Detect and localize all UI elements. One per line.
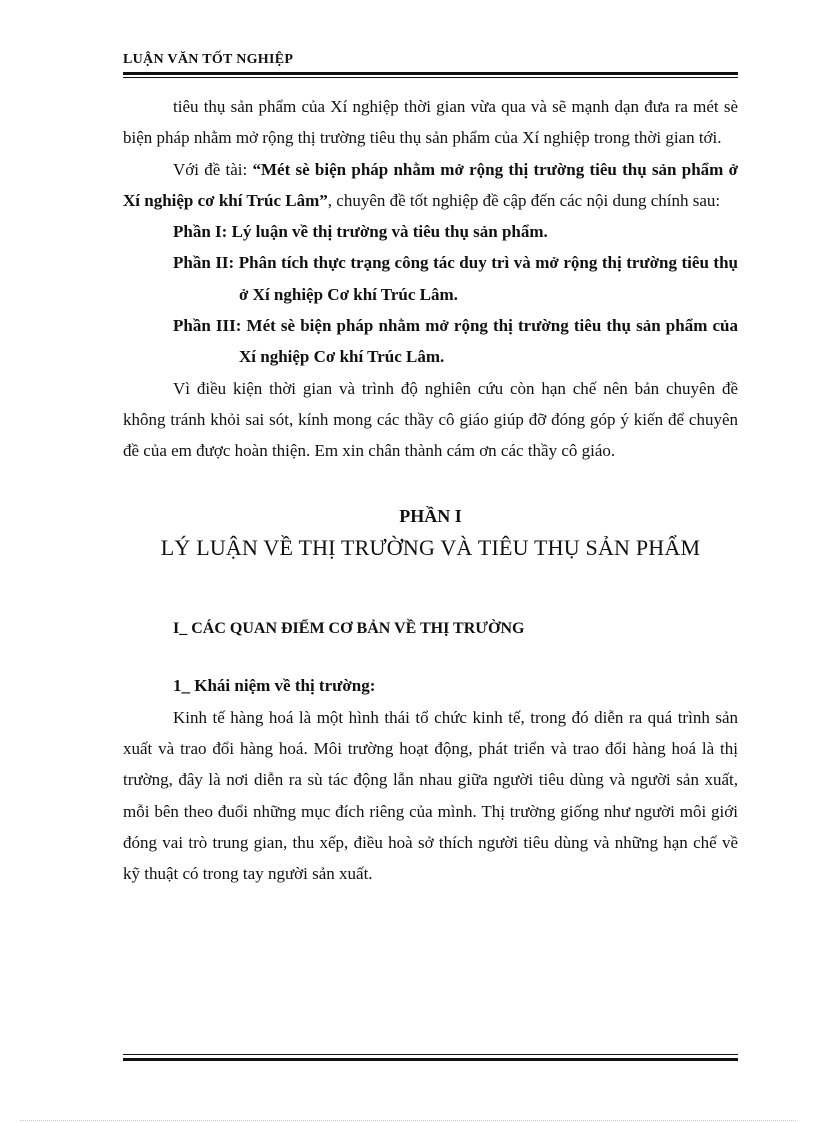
intro-paragraph-3: Vì điều kiện thời gian và trình độ nghiên cứu còn hạn chế nên bản chuyên đề không tránh khỏi sai sót, kính mong các thầy cô giáo giúp đỡ đóng góp ý kiến để chuyên đề của em được hoàn thiện. Em xin chân thành cám ơn các thầy cô giáo.: [123, 378, 738, 461]
part-title: LÝ LUẬN VỀ THỊ TRƯỜNG VÀ TIÊU THỤ SẢN PHẨM: [160, 534, 701, 560]
running-header: LUẬN VĂN TỐT NGHIỆP: [123, 52, 294, 67]
intro-paragraph-1: tiêu thụ sản phẩm của Xí nghiệp thời gian vừa qua và sẽ mạnh dạn đưa ra mét sè biện pháp nhằm mở rộng thị trường tiêu thụ sản phẩm của Xí nghiệp trong thời gian tới.: [123, 97, 738, 148]
outline-part-3: Phần III: Mét sè biện pháp nhằm mở rộng thị trường tiêu thụ sản phẩm của Xí nghiệp Cơ khí Trúc Lâm.: [173, 316, 738, 367]
topic-prefix: Với đề tài:: [173, 159, 253, 179]
outline-part-1: Phần I: Lý luận về thị trường và tiêu thụ sản phẩm.: [173, 222, 548, 242]
footer-rule-thin: [123, 1054, 738, 1055]
header-rule-thin: [123, 77, 738, 78]
subsection-title: 1_ Khái niệm về thị trường:: [173, 676, 376, 696]
section-title: I_ CÁC QUAN ĐIỂM CƠ BẢN VỀ THỊ TRƯỜNG: [173, 620, 525, 638]
footer-rule-thick: [123, 1058, 738, 1061]
page-edge: [20, 1120, 796, 1121]
part-heading: PHẦN I: [399, 505, 462, 526]
body-paragraph: Kinh tế hàng hoá là một hình thái tổ chức kinh tế, trong đó diễn ra quá trình sản xuất và trao đổi hàng hoá. Môi trường hoạt động, phát triển và trao đổi hàng hoá là thị trường, đây là nơi diễn ra sù tác động lẫn nhau giữa người tiêu dùng và người sản xuất, mỗi bên theo đuổi những mục đích riêng của mình. Thị trường giống như người môi giới đóng vai trò trung gian, thu xếp, điều hoà sở thích người tiêu dùng và những hạn chế về kỹ thuật có trong tay người sản xuất.: [123, 707, 738, 884]
page-content: [123, 91, 738, 890]
topic-title: “Mét sè biện pháp nhằm mở rộng thị trường tiêu thụ sản phẩm ở Xí nghiệp cơ khí Trúc Lâm”: [123, 159, 739, 210]
outline-part-2: Phần II: Phân tích thực trạng công tác duy trì và mở rộng thị trường tiêu thụ ở Xí nghiệp Cơ khí Trúc Lâm.: [173, 253, 738, 304]
intro-paragraph-2: [123, 154, 738, 217]
header-rule-thick: [123, 72, 738, 75]
topic-suffix: , chuyên đề tốt nghiệp đề cập đến các nội dung chính sau:: [327, 190, 721, 210]
